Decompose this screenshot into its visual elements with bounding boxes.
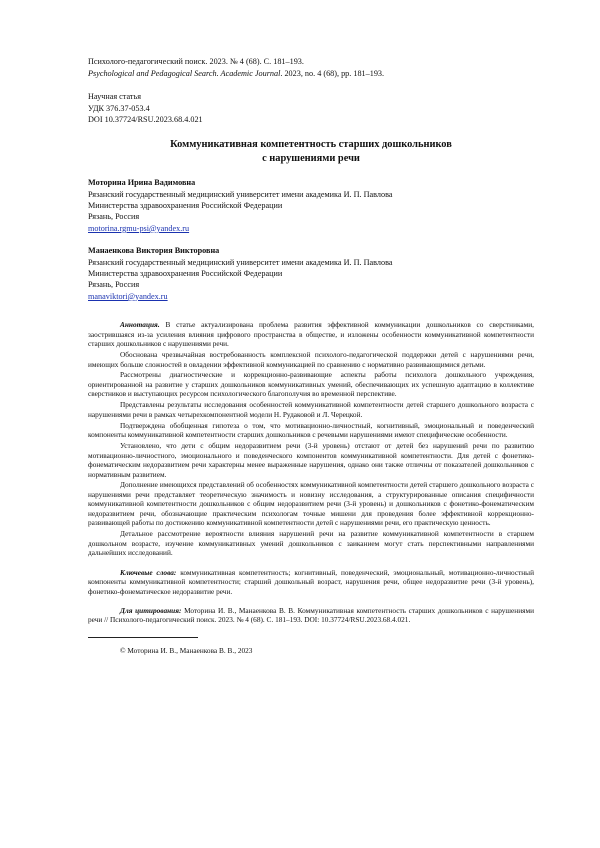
journal-issue-en: . 2023, no. 4 (68), pp. 181–193. (280, 68, 385, 78)
abstract-paragraph: Представлены результаты исследования особенностей коммуникативной компетентности детей старшего дошкольного возраста с нарушениями речи в рамках четырехкомпонентной модели Н. Рудаковой и Л. Черецкой. (88, 400, 534, 419)
author-city: Рязань, Россия (88, 280, 140, 290)
author-email-link[interactable]: motorina.rgmu-psi@yandex.ru (88, 223, 190, 233)
keywords (88, 568, 534, 596)
abstract-text: В статье актуализирована проблема развития эффективной коммуникации дошкольников со сверстниками, заострившаяся из-за усиления влияния цифрового пространства в обществе, и изложены особенности коммуникативной компетентности старших дошкольников с нарушениями речи. (88, 320, 534, 349)
article-page (88, 56, 534, 655)
udk: УДК 376.37-053.4 (88, 103, 150, 113)
article-type: Научная статья (88, 92, 141, 102)
article-meta (88, 91, 534, 126)
copyright-notice: © Моторина И. В., Манаенкова В. В., 2023 (120, 645, 253, 655)
author-name: Манаенкова Виктория Викторовна (88, 246, 220, 256)
author-name: Моторина Ирина Вадимовна (88, 178, 196, 188)
abstract-label: Аннотация. (120, 320, 160, 330)
abstract (88, 320, 534, 557)
journal-ref-en (88, 68, 534, 80)
doi: DOI 10.37724/RSU.2023.68.4.021 (88, 115, 203, 125)
journal-header (88, 56, 534, 79)
citation-text: Моторина И. В., Манаенкова В. В. Коммуникативная компетентность старших дошкольников с нарушениями речи // Психолого-педагогический поиск. 2023. № 4 (68). С. 181–193. DOI: 10.37724/RSU.2023.68.4.021. (88, 605, 534, 625)
author-affiliation: Рязанский государственный медицинский университет имени академика И. П. Павлова (88, 189, 393, 199)
author-affiliation-ministry: Министерства здравоохранения Российской Федерации (88, 200, 283, 210)
abstract-paragraph (88, 320, 534, 348)
abstract-paragraph: Обоснована чрезвычайная востребованность комплексной психолого-педагогической поддержки детей с нарушениями речи, имеющих больше сложностей в овладении эффективной коммуникацией по сравнению с нормативно развивающимися детьми. (88, 350, 534, 369)
title-line-2: с нарушениями речи (262, 152, 360, 164)
journal-name-en: Psychological and Pedagogical Search. Academic Journal (88, 68, 281, 78)
keywords-label: Ключевые слова: (120, 567, 177, 577)
author-email-link[interactable]: manaviktori@yandex.ru (88, 291, 168, 301)
title-line-1: Коммуникативная компетентность старших дошкольников (170, 138, 452, 150)
footnote-divider (88, 637, 198, 638)
article-title (88, 138, 534, 165)
author-city: Рязань, Россия (88, 212, 140, 222)
author-affiliation-ministry: Министерства здравоохранения Российской Федерации (88, 269, 283, 278)
abstract-paragraph: Установлено, что дети с общим недоразвитием речи (3-й уровень) отстают от детей без нарушений речи по развитию мотивационно-личностного, эмоционального и поведенческого компонентов коммуникативной компетентности. Для детей с фонетико-фонематическим недоразвитием речи характерны менее выраженные нарушения, однако они также отличны от показателей дошкольников с нормативным развитием. (88, 441, 534, 479)
abstract-paragraph: Рассмотрены диагностические и коррекционно-развивающие аспекты работы психолога дошкольного учреждения, ориентированной на развитие у старших дошкольников коммуникативных умений, обеспечивающих их успешную адаптацию в коллективе сверстников и выступающих ресурсом психологического благополучия во временной перспективе. (88, 370, 534, 399)
author-block-1 (88, 177, 534, 234)
citation (88, 606, 534, 625)
abstract-paragraph: Подтверждена обобщенная гипотеза о том, что мотивационно-личностный, когнитивный, эмоциональный и поведенческий компоненты коммуникативной компетентности старших дошкольников с речевыми нарушениями имеют специфические особенности. (88, 420, 534, 440)
keywords-text: коммуникативная компетентность; когнитивный, поведенческий, эмоциональный, мотивационно-личностный компоненты коммуникативной компетентности; старший дошкольный возраст, нарушения речи, общее недоразвитие речи (3-й уровень), фонетико-фонематическое недоразвитие речи. (88, 567, 534, 596)
citation-label: Для цитирования: (120, 605, 182, 615)
abstract-paragraph: Дополнение имеющихся представлений об особенностях коммуникативной компетентности детей старшего дошкольного возраста с нарушениями речи представляет теоретическую значимость и новизну исследования, а структурированные описания специфичности коммуникативной компетентности дошкольников с общим недоразвитием речи (3-й уровень) и дошкольников с фонетико-фонематическим недоразвитием речи, обозначающие практическим психологам точные мишени для проведения более эффективной коррекционно-развивающей работы по достижению коммуникативной компетентности детей с нарушениями речи, его практическую ценность. (88, 480, 534, 528)
author-affiliation: Рязанский государственный медицинский университет имени академика И. П. Павлова (88, 257, 393, 267)
journal-ref-ru: Психолого-педагогический поиск. 2023. № 4 (68). С. 181–193. (88, 57, 304, 66)
author-block-2 (88, 245, 534, 302)
abstract-paragraph: Детальное рассмотрение вероятности влияния нарушений речи на развитие коммуникативной компетентности в старшем дошкольном возрасте, изучение коммуникативных умений дошкольников с заиканием могут стать перспективными направлениями дальнейших исследований. (88, 529, 534, 558)
